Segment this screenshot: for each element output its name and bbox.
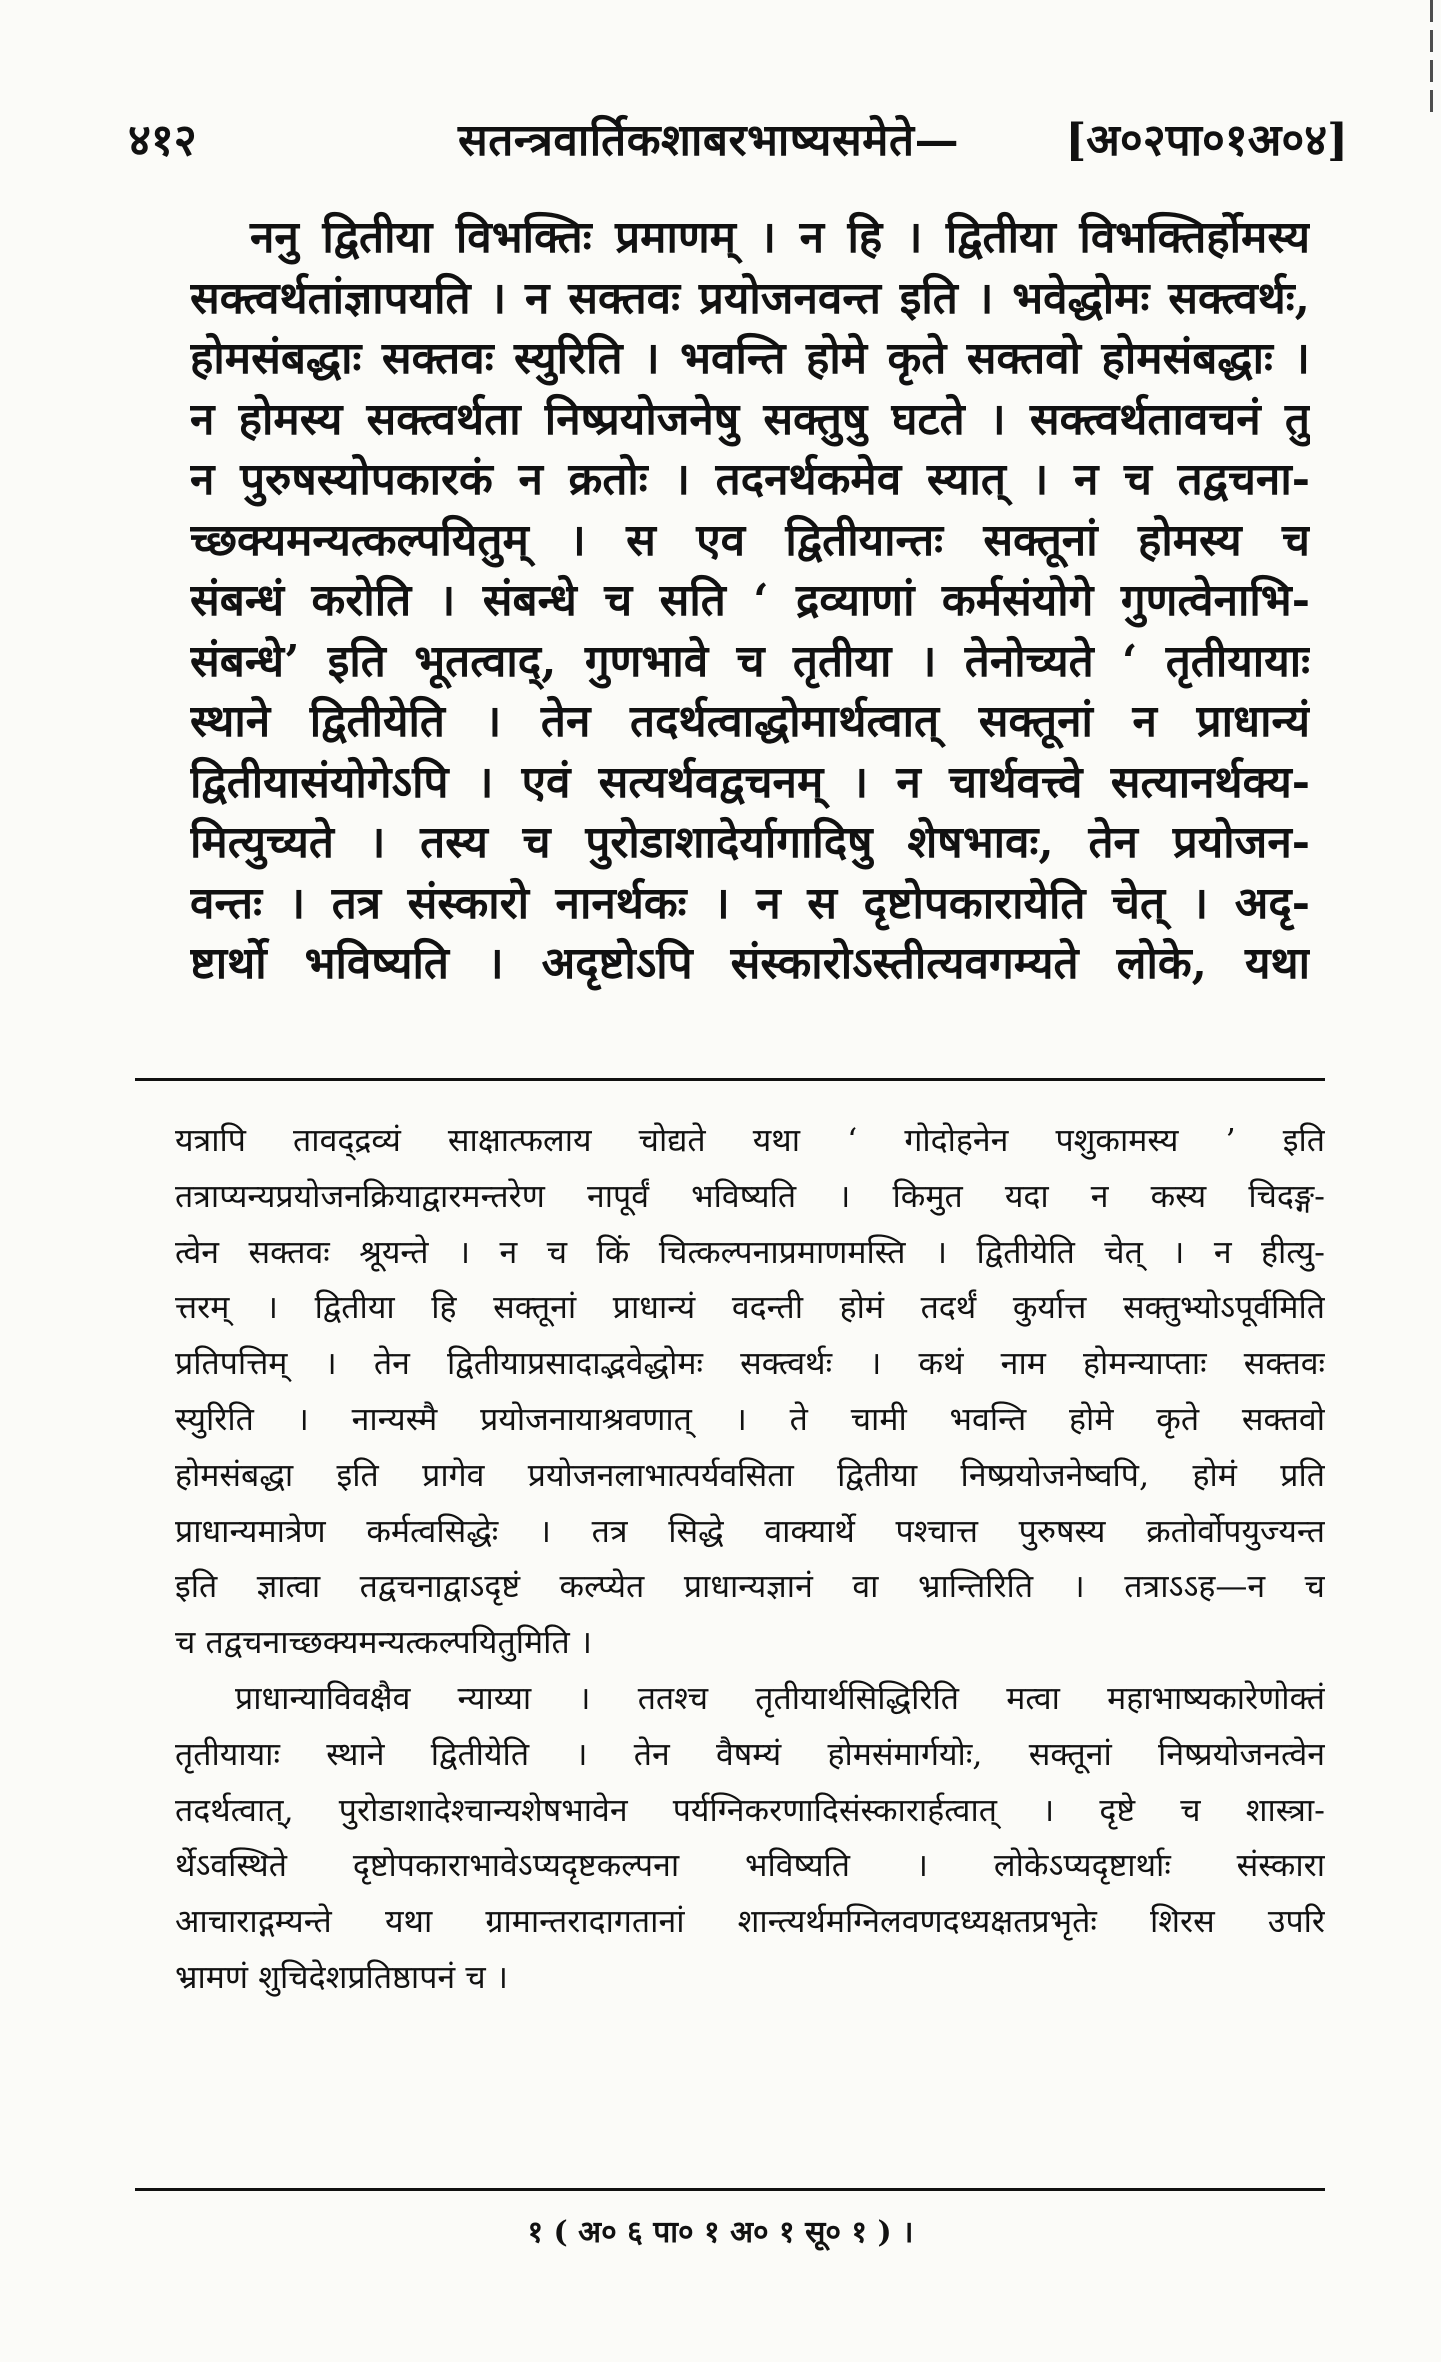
- main-text-line: होमसंबद्धाः सक्तवः स्युरिति । भवन्ति होमे कृते सक्तवो होमसंबद्धाः ।: [190, 333, 1310, 384]
- main-text-line: न पुरुषस्योपकारकं न क्रतोः । तदनर्थकमेव स्यात् । न च तद्वचना-: [190, 454, 1310, 505]
- commentary-line: प्रतिपत्तिम् । तेन द्वितीयाप्रसादाद्भवेद्धोमः सक्त्वर्थः । कथं नाम होमन्याप्ताः सक्तवः: [175, 1344, 1325, 1383]
- commentary-line: त्तरम् । द्वितीया हि सक्तूनां प्राधान्यं वदन्ती होमं तदर्थं कुर्यात्त सक्तुभ्योऽपूर्वमिति: [175, 1288, 1325, 1327]
- commentary-line: च तद्वचनाच्छक्यमन्यत्कल्पयितुमिति ।: [175, 1623, 592, 1662]
- main-text-line: सक्त्वर्थतांज्ञापयति । न सक्तवः प्रयोजनवन्त इति । भवेद्धोमः सक्त्वर्थः,: [190, 272, 1310, 324]
- page-number: ४१२: [128, 115, 197, 166]
- commentary-line: तत्राप्यन्यप्रयोजनक्रियाद्वारमन्तरेण नापूर्वं भविष्यति । किमुत यदा न कस्य चिदङ्ग-: [175, 1176, 1325, 1215]
- main-text-line: च्छक्यमन्यत्कल्पयितुम् । स एव द्वितीयान्तः सक्तूनां होमस्य च: [190, 514, 1310, 566]
- commentary-line: स्युरिति । नान्यस्मै प्रयोजनायाश्रवणात् । ते चामी भवन्ति होमे कृते सक्तवो: [175, 1399, 1325, 1438]
- commentary-line: प्राधान्याविवक्षैव न्याय्या । ततश्च तृतीयार्थसिद्धिरिति मत्वा महाभाष्यकारेणोक्तं: [235, 1678, 1325, 1717]
- main-text-line: ष्टार्थो भविष्यति । अदृष्टोऽपि संस्कारोऽस्तीत्यवगम्यते लोके, यथा: [190, 938, 1310, 989]
- commentary-line: होमसंबद्धा इति प्रागेव प्रयोजनलाभात्पर्यवसिता द्वितीया निष्प्रयोजनेष्वपि, होमं प्रति: [175, 1455, 1325, 1494]
- main-text-line: द्वितीयासंयोगेऽपि । एवं सत्यर्थवद्वचनम् । न चार्थवत्त्वे सत्यानर्थक्य-: [190, 756, 1310, 808]
- main-text-line: ननु द्वितीया विभक्तिः प्रमाणम् । न हि । द्वितीया विभक्तिर्होमस्य: [250, 212, 1310, 263]
- footnote-divider-rule: [135, 2188, 1325, 2191]
- commentary-line: र्थेऽवस्थिते दृष्टोपकाराभावेऽप्यदृष्टकल्पना भविष्यति । लोकेऽप्यदृष्टार्थाः संस्कारा: [175, 1846, 1325, 1885]
- footnote: १ ( अ० ६ पा० १ अ० १ सू० १ ) ।: [527, 2215, 914, 2250]
- commentary-line: तदर्थत्वात्, पुरोडाशादेश्चान्यशेषभावेन पर्यग्निकरणादिसंस्कारार्हत्वात् । दृष्टे च शास्त्रा-: [175, 1790, 1325, 1829]
- running-title: सतन्त्रवार्तिकशाबरभाष्यसमेते—: [458, 115, 960, 166]
- main-text-line: संबन्धं करोति । संबन्धे च सति ‘ द्रव्याणां कर्मसंयोगे गुणत्वेनाभि-: [190, 575, 1310, 626]
- commentary-line: तृतीयायाः स्थाने द्वितीयेति । तेन वैषम्यं होमसंमार्गयोः, सक्तूनां निष्प्रयोजनत्वेन: [175, 1734, 1325, 1773]
- main-text-line: वन्तः । तत्र संस्कारो नानर्थकः । न स दृष्टोपकारायेति चेत् । अदृ-: [190, 877, 1310, 929]
- commentary-line: आचाराद्गम्यन्ते यथा ग्रामान्तरादागतानां शान्त्यर्थमग्निलवणदध्यक्षतप्रभृतेः शिरस उपरि: [175, 1902, 1325, 1941]
- section-reference: [अ०२पा०१अ०४]: [1065, 115, 1348, 166]
- commentary-line: इति ज्ञात्वा तद्वचनाद्वाऽदृष्टं कल्प्येत प्राधान्यज्ञानं वा भ्रान्तिरिति । तत्राऽऽह—न च: [175, 1567, 1325, 1606]
- running-header: [128, 100, 1348, 170]
- main-text-line: मित्युच्यते । तस्य च पुरोडाशादेर्यागादिषु शेषभावः, तेन प्रयोजन-: [190, 817, 1310, 868]
- main-text-line: न होमस्य सक्त्वर्थता निष्प्रयोजनेषु सक्तुषु घटते । सक्त्वर्थतावचनं तु: [190, 393, 1310, 445]
- commentary-line: प्राधान्यमात्रेण कर्मत्वसिद्धेः । तत्र सिद्धे वाक्यार्थे पश्चात्त पुरुषस्य क्रतोर्वोपयुज्यन्त: [175, 1511, 1325, 1550]
- commentary-block: [175, 1113, 1325, 2006]
- main-text-line: स्थाने द्वितीयेति । तेन तदर्थत्वाद्धोमार्थत्वात् सक्तूनां न प्राधान्यं: [190, 696, 1310, 747]
- section-divider-rule: [135, 1078, 1325, 1081]
- main-text-block: [190, 208, 1310, 995]
- commentary-line: त्वेन सक्तवः श्रूयन्ते । न च किं चित्कल्पनाप्रमाणमस्ति । द्वितीयेति चेत् । न हीत्यु-: [175, 1232, 1325, 1271]
- page-edge-marks: [1430, 0, 1433, 120]
- commentary-line: यत्रापि तावद्द्रव्यं साक्षात्फलाय चोद्यते यथा ‘ गोदोहनेन पशुकामस्य ’ इति: [175, 1121, 1325, 1159]
- main-text-line: संबन्धे’ इति भूतत्वाद्, गुणभावे च तृतीया । तेनोच्यते ‘ तृतीयायाः: [190, 635, 1310, 687]
- commentary-line: भ्रामणं शुचिदेशप्रतिष्ठापनं च ।: [175, 1957, 508, 1996]
